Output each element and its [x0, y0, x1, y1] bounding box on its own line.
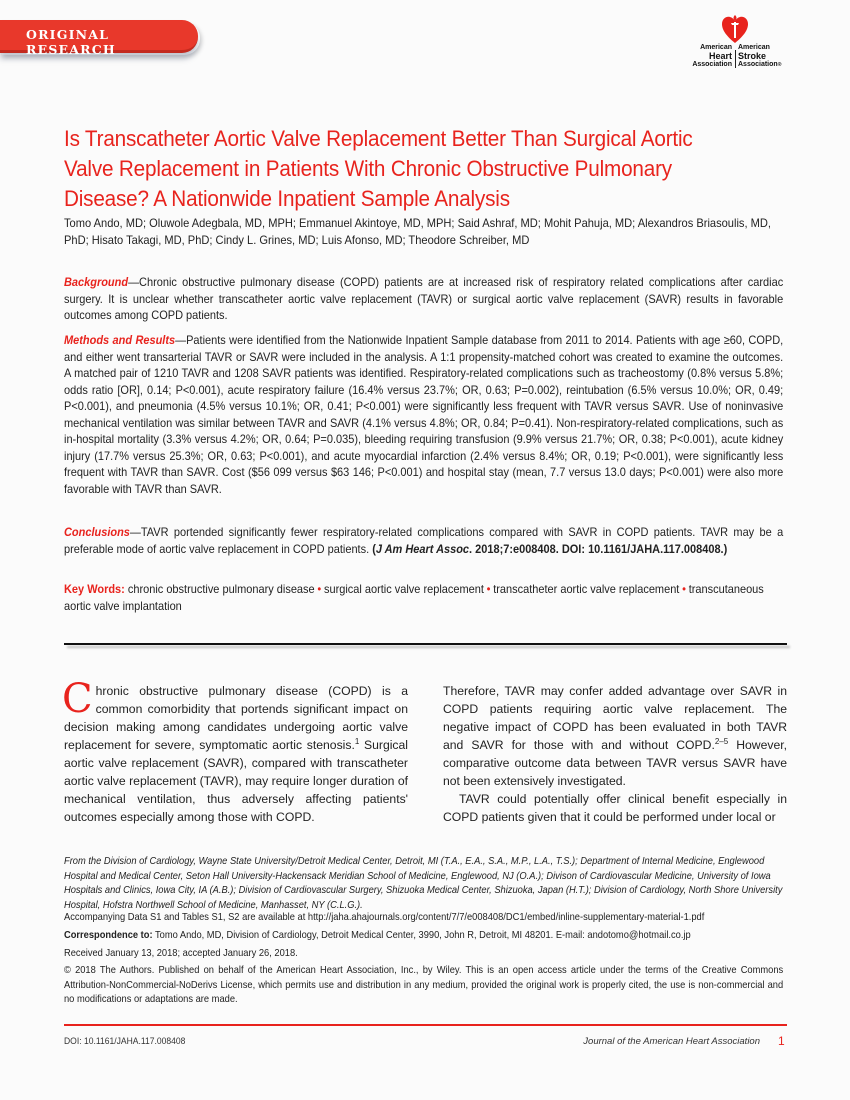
affiliations: From the Division of Cardiology, Wayne State University/Detroit Medical Center, Detroit, MI (T.A., E.A., S.A., M.P., L.A., T.S.); Department of Internal Medicine, Englewood Hospital and Medical Center, Seton Hall University-Hackensack Meridian School of Medicine, Englewood, NJ (O.A.); Divison of Cardiovascular Medicine, University of Iowa Hospitals and Clinics, Iowa City, IA (A.B.); Division of Cardiovascular Surgery, Shizuoka Medical Center, Shizuoka, Japan (H.T.); Division of Cardiology, North Shore University Hospital, Hofstra Northwell School of Medicine, Manhasset, NY (C.L.G.). — [64, 856, 783, 911]
drop-cap: C — [62, 676, 93, 722]
footer-doi: DOI: 10.1161/JAHA.117.008408 — [64, 1036, 186, 1047]
body-paragraph: TAVR could potentially offer clinical benefit especially in COPD patients given that it could be performed under local or — [443, 792, 787, 824]
abstract-background-label: Background — [64, 275, 129, 289]
body-column-right: Therefore, TAVR may confer added advantage over SAVR in COPD patients requiring aortic valve replacement. The negative impact of COPD has been evaluated in both TAVR and SAVR for those with and without COPD.$^{2-5}$ However, comparative outcome data between TAVR versus SAVR have not been extensively investigated. TAVR could potentially offer clinical benefit especially in COPD patients given that it could be performed under local or — [443, 684, 787, 824]
abstract-methods-results: Methods and Results—Patients were identified from the Nationwide Inpatient Sample database from 2011 to 2014. Patients with age ≥60, COPD, and either went transarterial TAVR or SAVR were included in the analysis. A 1:1 propensity-matched cohort was created to examine the outcomes. A matched pair of 1210 TAVR and 1208 SAVR patients was identified. Respiratory-related complications such as tracheostomy (0.8% versus 5.8%; odds ratio [OR], 0.14; P<0.001), acute respiratory failure (16.4% versus 23.7%; OR, 0.63; P=0.002), reintubation (6.5% versus 10.0%; OR, 0.49; P<0.001), and pneumonia (4.5% versus 10.1%; OR, 0.41; P<0.001) were significantly less frequent with TAVR versus SAVR. Use of noninvasive mechanical ventilation was similar between TAVR and SAVR (4.1% versus 4.8%; OR, 0.84; P=0.41). Non-respiratory-related complications, such as in-hospital mortality (3.3% versus 4.2%; OR, 0.64; P=0.035), bleeding requiring transfusion (9.9% versus 21.7%; OR, 0.38; P<0.001), acute kidney injury (17.7% versus 25.3%; OR, 0.63; P<0.001), and acute myocardial infarction (2.4% versus 8.4%; OR, 0.19; P<0.001), were significantly less frequent with TAVR than SAVR. Cost ($56 099 versus $63 146; P<0.001) and hospital stay (mean, 7.7 versus 13.0 days; P<0.001) were also more favorable with TAVR than SAVR. — [64, 333, 784, 496]
keyword: chronic obstructive pulmonary disease — [127, 582, 315, 596]
page-number: 1 — [778, 1034, 785, 1048]
logo-divider — [735, 50, 736, 68]
received-dates: Received January 13, 2018; accepted January 26, 2018. — [64, 948, 298, 959]
reference-link[interactable]: 1 — [354, 736, 360, 746]
abstract-conclusions: Conclusions—TAVR portended significantly fewer respiratory-related complications compared with SAVR in COPD patients. TAVR may be a preferable mode of aortic valve replacement in COPD patients. (J Am Heart Assoc. 2018;7:e008408. DOI: 10.1161/JAHA.117.008408.) — [64, 525, 784, 556]
correspondence: Correspondence to: Tomo Ando, MD, Division of Cardiology, Detroit Medical Center, 3990, John R, Detroit, MI 48201. E-mail: andotomo@hotmail.co.jp — [64, 930, 691, 941]
supplementary-note: Accompanying Data S1 and Tables S1, S2 are available at http://jaha.ahajournals.org/content/7/7/e008408/DC1/embed/inline-supplementary-material-1.pdf — [64, 912, 705, 923]
keyword: transcutaneous aortic valve implantation — [64, 582, 764, 613]
bullet-icon: • — [486, 582, 491, 596]
bullet-icon: • — [682, 582, 686, 596]
aha-asa-logo — [688, 14, 798, 74]
section-divider — [64, 643, 787, 645]
article-type-banner — [0, 20, 198, 57]
keywords-label: Key Words: — [64, 582, 125, 596]
aha-wordmark: American Heart Association — [692, 44, 732, 68]
abstract-conclusions-label: Conclusions — [64, 525, 130, 539]
abstract-background: Background—Chronic obstructive pulmonary disease (COPD) patients are at increased risk of respiratory related complications after cardiac surgery. It is unclear whether transcatheter aortic valve replacement (TAVR) or surgical aortic valve replacement (SAVR) results in favorable outcomes among COPD patients. — [64, 275, 784, 322]
footer-divider — [64, 1024, 787, 1026]
asa-wordmark: American Stroke Association® — [738, 44, 782, 68]
keyword: surgical aortic valve replacement — [323, 582, 484, 596]
article-title: Is Transcatheter Aortic Valve Replacement Better Than Surgical Aortic Valve Replacement in Patients With Chronic Obstructive Pulmonary Disease? A Nationwide Inpatient Sample Analysis — [64, 126, 693, 211]
abstract-methods-label: Methods and Results — [64, 333, 176, 347]
reference-link[interactable]: 2–5 — [714, 736, 729, 746]
copyright-notice: © 2018 The Authors. Published on behalf of the American Heart Association, Inc., by Wiley. This is an open access article under the terms of the Creative Commons Attribution-NonCommercial-NoDerivs License, which permits use and distribution in any medium, provided the original work is properly cited, the use is non-commercial and no modifications or adaptations are made. — [64, 965, 784, 1005]
heart-torch-icon — [721, 14, 749, 44]
article-type-label: ORIGINAL RESEARCH — [26, 27, 116, 57]
body-column-left: Chronic obstructive pulmonary disease (COPD) is a common comorbidity that portends significant impact on decision making among candidates undergoing aortic valve replacement for severe, symptomatic aortic stenosis.$^1$ Surgical aortic valve replacement (SAVR), compared with transcatheter aortic valve replacement (TAVR), may require longer duration of mechanical ventilation, thus adversely affecting patients' outcomes especially among those with COPD. — [62, 676, 409, 824]
footer-journal-name: Journal of the American Heart Association — [583, 1036, 760, 1047]
keyword: transcatheter aortic valve replacement — [493, 582, 680, 596]
author-list: Tomo Ando, MD; Oluwole Adegbala, MD, MPH; Emmanuel Akintoye, MD, MPH; Said Ashraf, MD; Mohit Pahuja, MD; Alexandros Briasoulis, MD, PhD; Hisato Takagi, MD, PhD; Cindy L. Grines, MD; Luis Afonso, MD; Theodore Schreiber, MD — [64, 216, 771, 247]
citation: (J Am Heart Assoc. 2018;7:e008408. DOI: 10.1161/JAHA.117.008408.) — [372, 541, 728, 556]
keywords — [64, 581, 783, 614]
bullet-icon: • — [317, 582, 322, 596]
